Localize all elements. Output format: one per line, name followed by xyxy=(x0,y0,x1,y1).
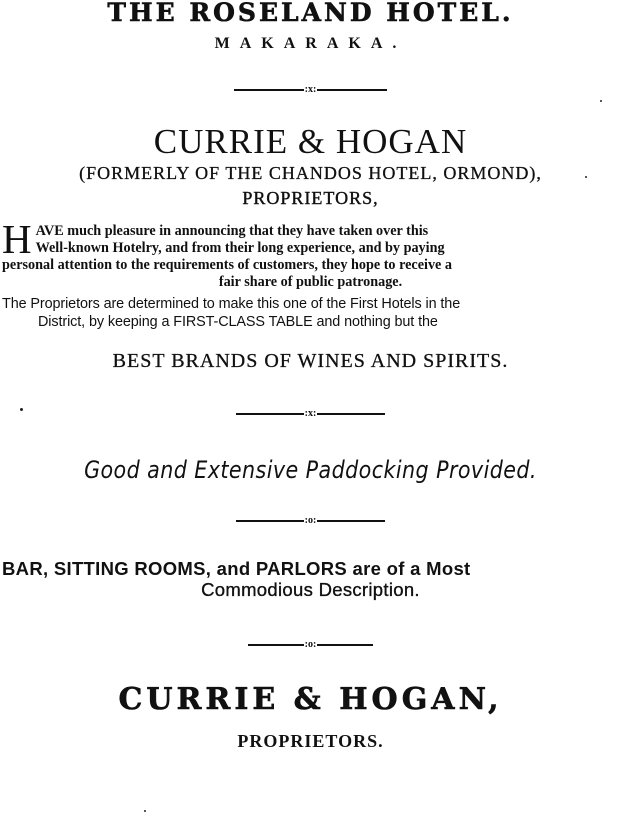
divider-4 xyxy=(2,638,619,652)
drop-cap: H xyxy=(2,216,32,263)
print-speck xyxy=(20,408,23,411)
rooms-paragraph xyxy=(2,558,619,600)
print-speck xyxy=(585,176,587,178)
announcement-line-1: AVE much pleasure in announcing that they have taken over this xyxy=(35,223,429,240)
divider-rule-right xyxy=(317,520,385,522)
print-speck xyxy=(600,100,602,102)
announcement-line-3: personal attention to the requirements of customers, they hope to receive a xyxy=(2,257,452,274)
hotel-title: THE ROSELAND HOTEL. xyxy=(107,0,514,27)
proprietor-names: CURRIE & HOGAN xyxy=(153,122,468,162)
location-text: MAKARAKA. xyxy=(214,35,407,52)
footer-proprietors-title: PROPRIETORS. xyxy=(237,731,384,752)
rooms-line-2: Commodious Description. xyxy=(201,578,420,600)
rooms-line-1: BAR, SITTING ROOMS, and PARLORS are of a Most xyxy=(2,557,471,579)
paddocking-text: Good and Extensive Paddocking Provided. xyxy=(84,455,537,484)
divider-2 xyxy=(2,407,619,421)
determination-paragraph xyxy=(2,295,619,331)
divider-rule-left xyxy=(234,89,304,91)
divider-rule-left xyxy=(248,644,304,646)
divider-rule-right xyxy=(317,413,385,415)
formerly-text: (FORMERLY OF THE CHANDOS HOTEL, ORMOND), xyxy=(79,163,542,184)
announcement-line-4: fair share of public patronage. xyxy=(218,274,403,291)
divider-1 xyxy=(2,83,619,97)
footer-proprietor-names: CURRIE & HOGAN, xyxy=(118,682,503,718)
divider-rule-left xyxy=(236,413,304,415)
determination-line-2: District, by keeping a FIRST-CLASS TABLE and nothing but the xyxy=(38,314,438,331)
divider-rule-right xyxy=(317,89,387,91)
announcement-paragraph xyxy=(2,216,619,291)
divider-3 xyxy=(2,514,619,528)
divider-rule-right xyxy=(317,644,373,646)
divider-mark: :x: xyxy=(304,408,317,420)
divider-rule-left xyxy=(236,520,304,522)
determination-line-1: The Proprietors are determined to make this one of the First Hotels in the xyxy=(2,296,461,313)
print-speck xyxy=(144,810,146,812)
announcement-line-2: Well-known Hotelry, and from their long experience, and by paying xyxy=(35,240,445,257)
proprietors-title: PROPRIETORS, xyxy=(242,188,379,209)
best-brands-text: BEST BRANDS OF WINES AND SPIRITS. xyxy=(112,350,509,373)
divider-mark: :o: xyxy=(304,514,317,526)
divider-mark: :x: xyxy=(304,84,317,95)
divider-mark: :o: xyxy=(304,638,317,650)
